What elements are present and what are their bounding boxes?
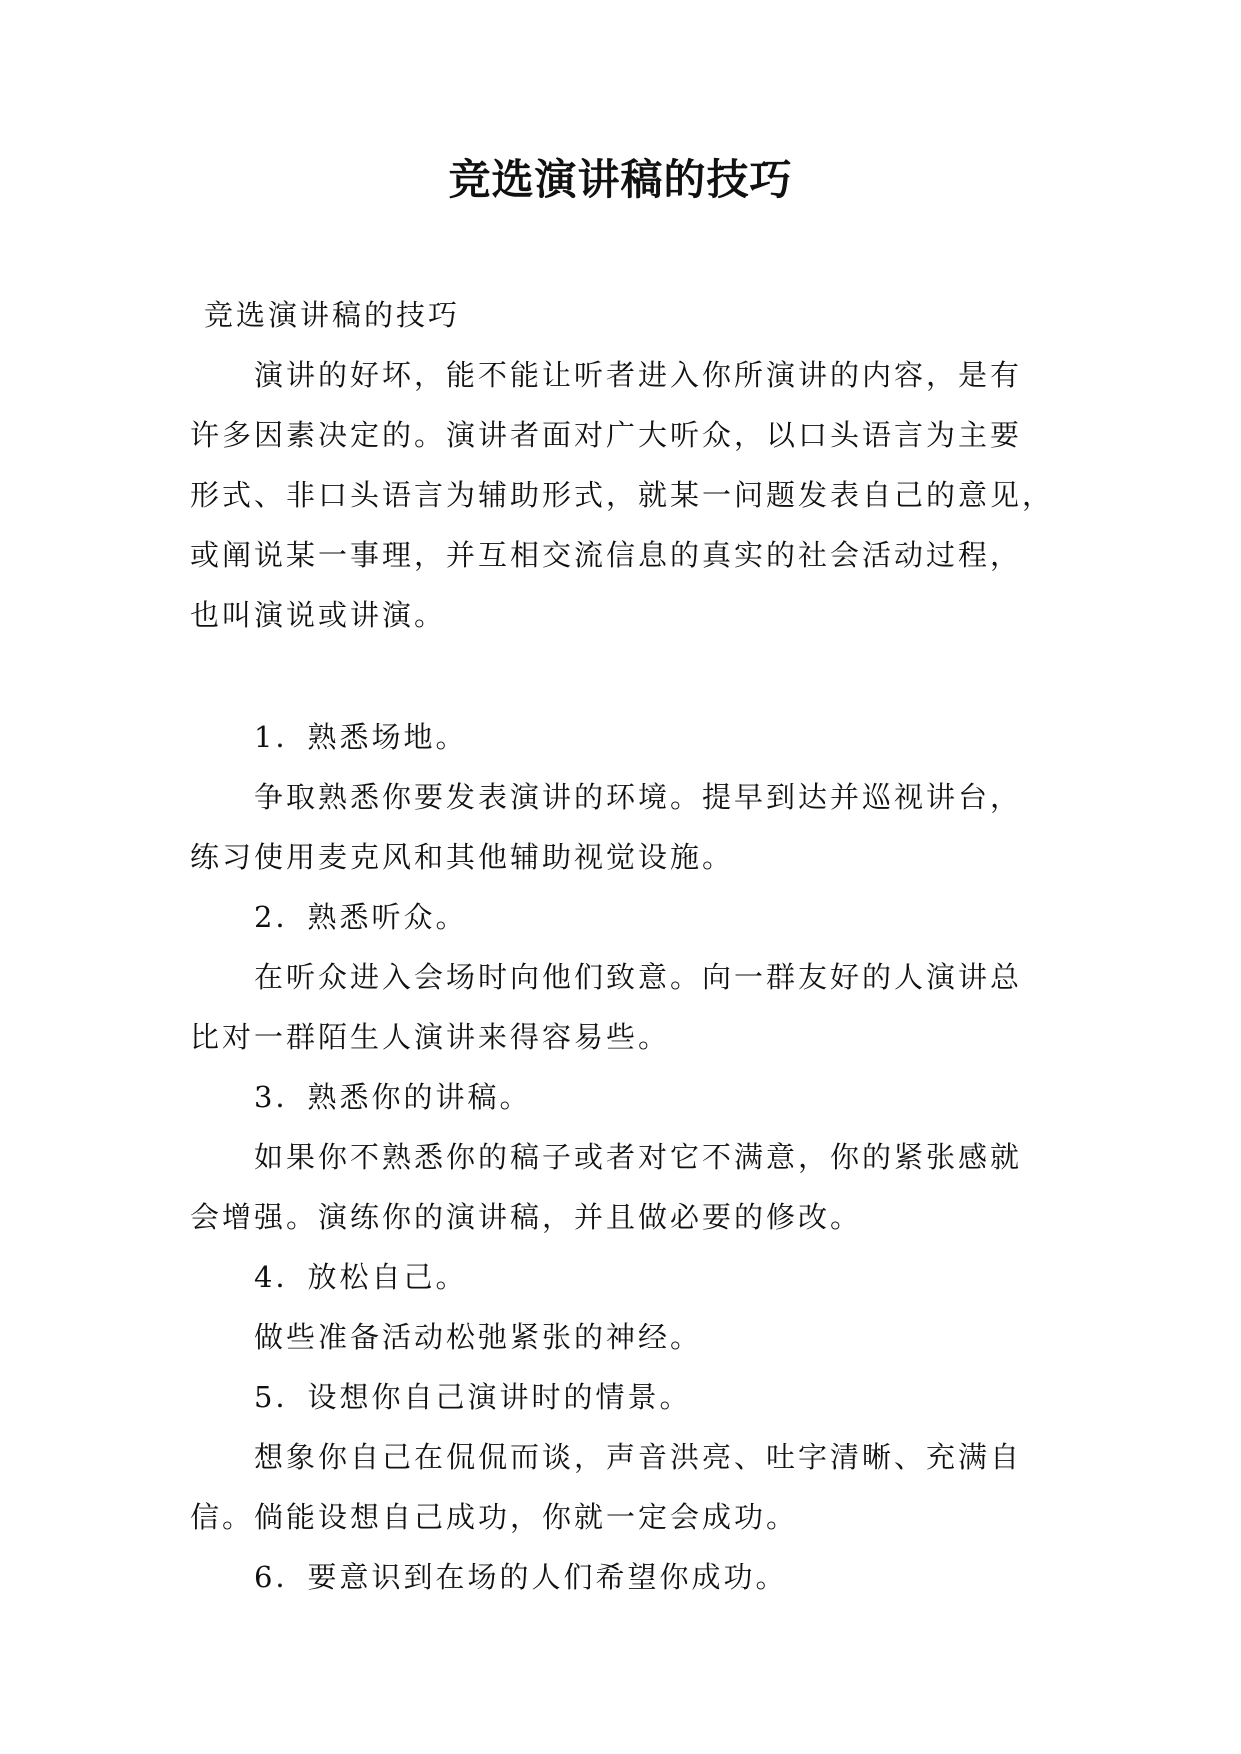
intro-line: 形式、非口头语言为辅助形式，就某一问题发表自己的意见，	[190, 478, 1055, 512]
tip-heading-6: 6．要意识到在场的人们希望你成功。	[190, 1560, 788, 1594]
document-body	[190, 285, 1060, 1607]
tip-text-line: 会增强。演练你的演讲稿，并且做必要的修改。	[190, 1200, 863, 1234]
document-title: 竞选演讲稿的技巧	[448, 155, 793, 204]
tip-text-line: 信。倘能设想自己成功，你就一定会成功。	[190, 1500, 799, 1534]
tip-heading-1: 1．熟悉场地。	[190, 720, 468, 754]
tip-text-line: 争取熟悉你要发表演讲的环境。提早到达并巡视讲台，	[190, 780, 1023, 814]
document-subtitle: 竞选演讲稿的技巧	[204, 298, 461, 332]
tip-heading-2: 2．熟悉听众。	[190, 900, 468, 934]
intro-line: 演讲的好坏，能不能让听者进入你所演讲的内容，是有	[190, 358, 1023, 392]
intro-line: 许多因素决定的。演讲者面对广大听众，以口头语言为主要	[190, 418, 1023, 452]
tip-text-line: 在听众进入会场时向他们致意。向一群友好的人演讲总	[190, 960, 1023, 994]
tip-text-line: 做些准备活动松弛紧张的神经。	[190, 1320, 703, 1354]
tip-heading-4: 4．放松自己。	[190, 1260, 468, 1294]
tip-text-line: 练习使用麦克风和其他辅助视觉设施。	[190, 840, 735, 874]
tip-text-line: 想象你自己在侃侃而谈，声音洪亮、吐字清晰、充满自	[190, 1440, 1023, 1474]
tip-text-line: 比对一群陌生人演讲来得容易些。	[190, 1020, 671, 1054]
intro-line: 或阐说某一事理，并互相交流信息的真实的社会活动过程，	[190, 538, 1023, 572]
paragraph-gap	[190, 645, 1060, 707]
tip-heading-3: 3．熟悉你的讲稿。	[190, 1080, 532, 1114]
tip-heading-5: 5．设想你自己演讲时的情景。	[190, 1380, 692, 1414]
tip-text-line: 如果你不熟悉你的稿子或者对它不满意，你的紧张感就	[190, 1140, 1023, 1174]
intro-line: 也叫演说或讲演。	[190, 598, 447, 632]
